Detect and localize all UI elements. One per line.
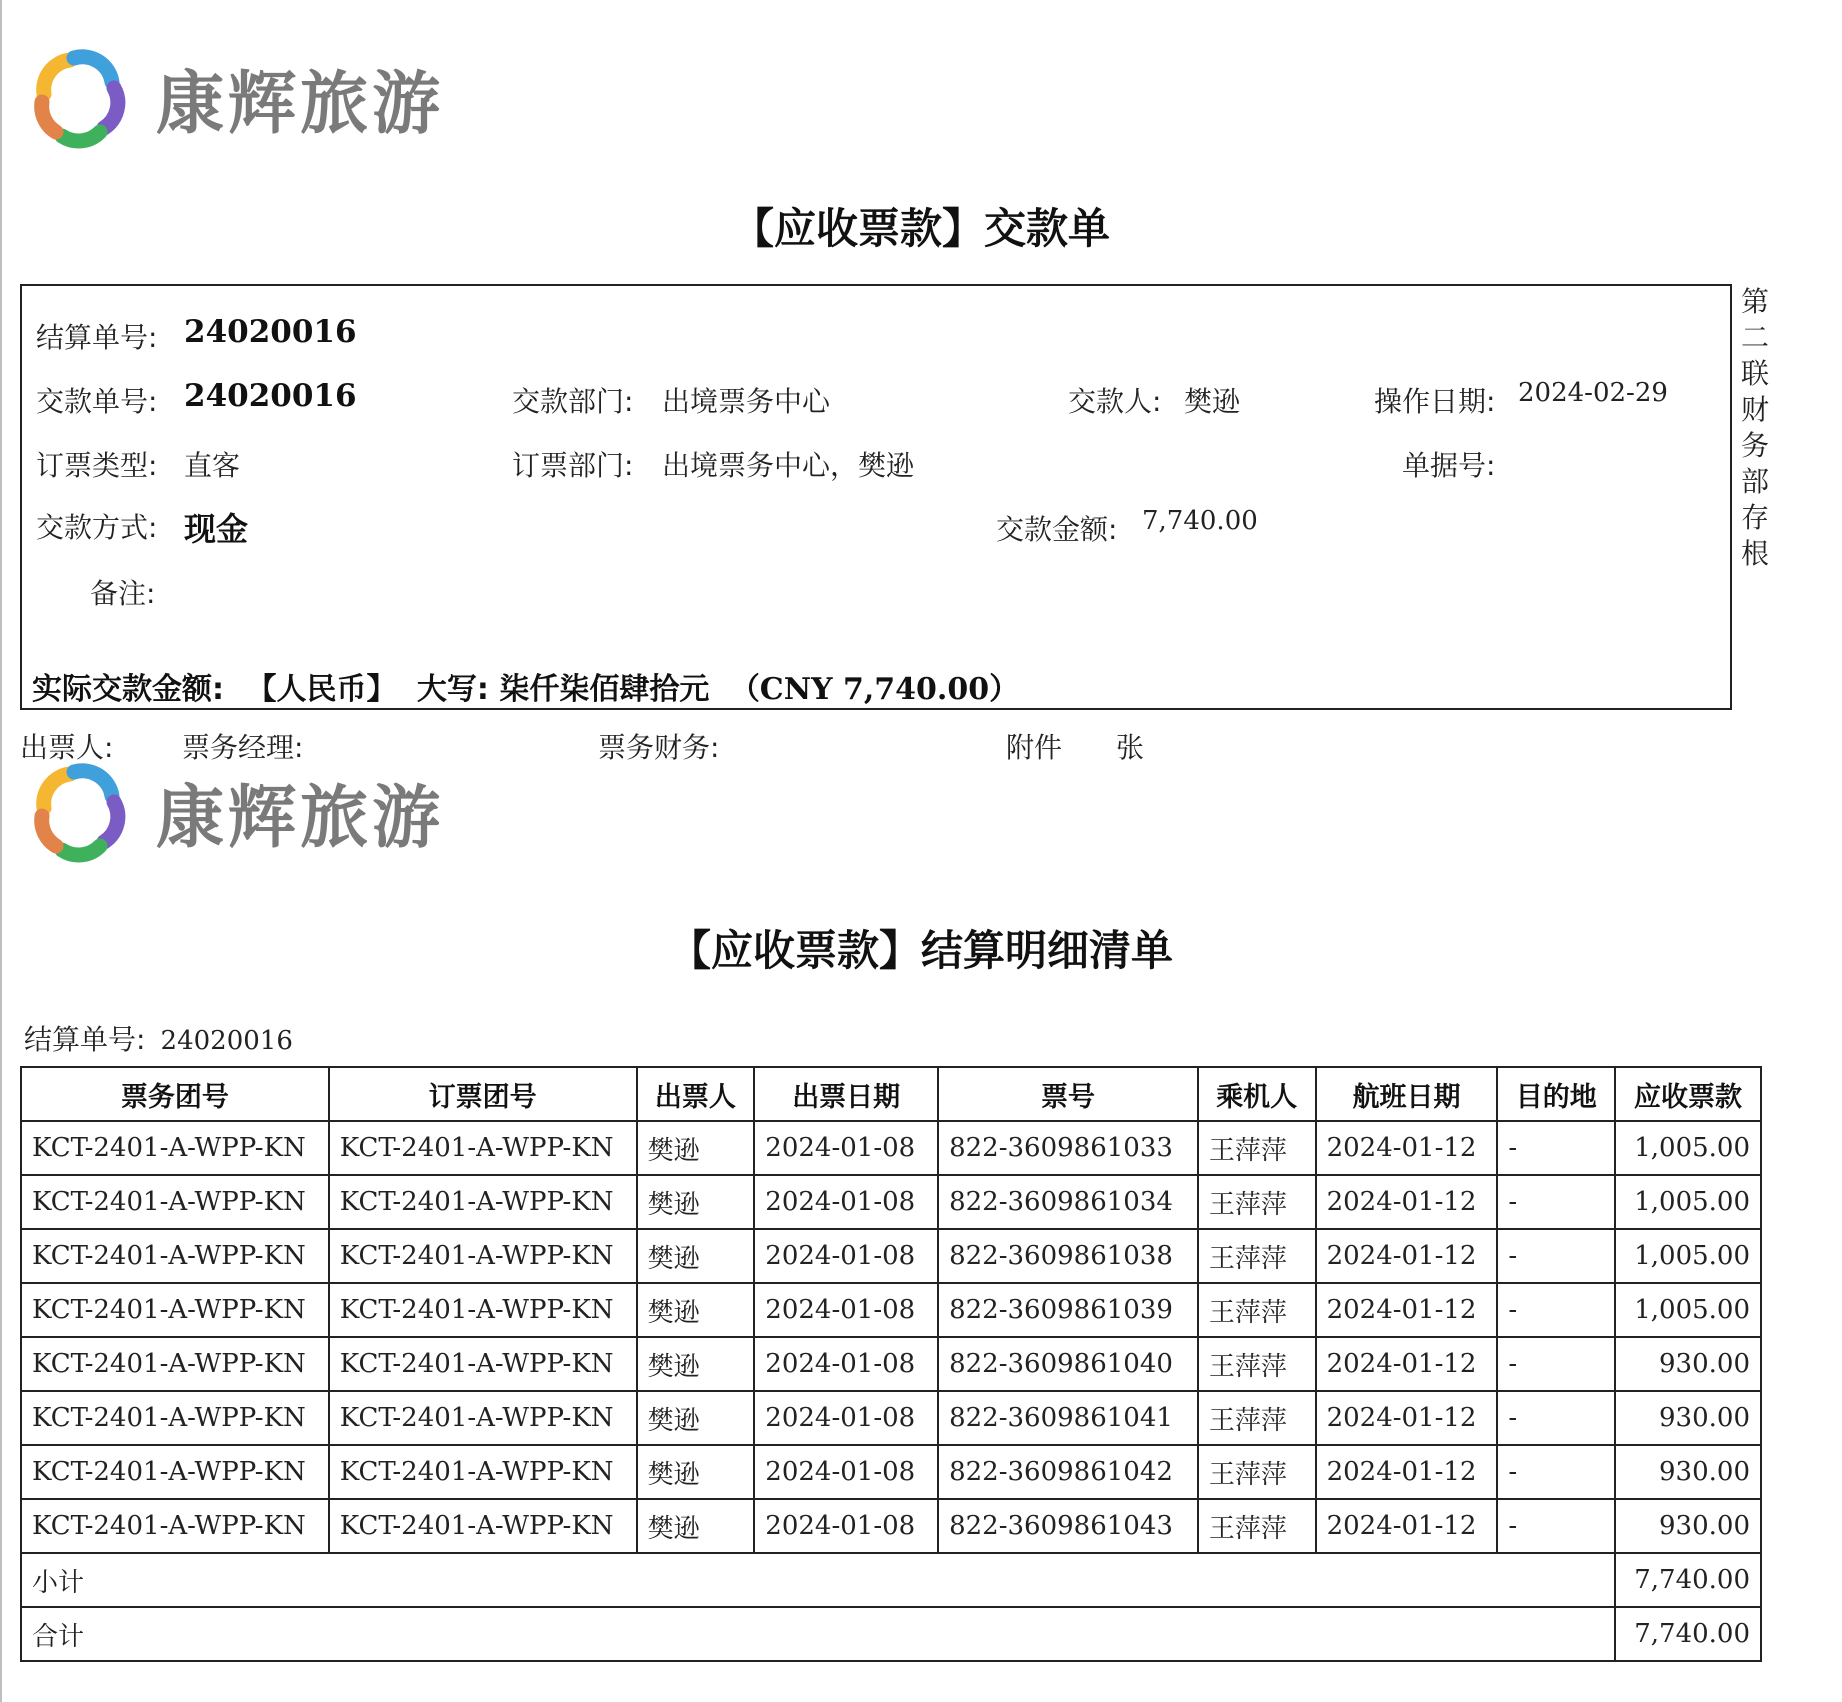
table-row — [21, 1121, 1761, 1175]
brand-logo — [22, 42, 444, 154]
cell-passenger: 王萍萍 — [1198, 1229, 1316, 1283]
receipt-box — [20, 284, 1732, 710]
cell-issue-date: 2024-01-08 — [754, 1175, 938, 1229]
cell-issue-date: 2024-01-08 — [754, 1499, 938, 1553]
payer-label: 交款人: — [1068, 385, 1162, 418]
cell-passenger: 王萍萍 — [1198, 1445, 1316, 1499]
cell-destination: - — [1497, 1229, 1615, 1283]
table-row — [21, 1445, 1761, 1499]
cell-issue-date: 2024-01-08 — [754, 1337, 938, 1391]
col-header-amount: 应收票款 — [1615, 1067, 1761, 1121]
cell-destination: - — [1497, 1337, 1615, 1391]
op-date-label: 操作日期: — [1374, 385, 1496, 418]
pay-method-label: 交款方式: — [36, 511, 158, 544]
cell-issuer: 樊逊 — [637, 1175, 755, 1229]
subtotal-value: 7,740.00 — [1615, 1553, 1761, 1607]
cell-flight-date: 2024-01-12 — [1316, 1445, 1498, 1499]
total-label: 合计 — [21, 1607, 1615, 1661]
cell-destination: - — [1497, 1283, 1615, 1337]
ticket-type-label: 订票类型: — [36, 449, 158, 482]
cell-issue-date: 2024-01-08 — [754, 1229, 938, 1283]
table-row — [21, 1229, 1761, 1283]
cell-ticket-group: KCT-2401-A-WPP-KN — [21, 1121, 329, 1175]
cell-ticket-group: KCT-2401-A-WPP-KN — [21, 1445, 329, 1499]
cell-flight-date: 2024-01-12 — [1316, 1337, 1498, 1391]
ticket-type-value: 直客 — [184, 449, 241, 482]
order-dept-label: 订票部门: — [512, 449, 634, 482]
cell-destination: - — [1497, 1175, 1615, 1229]
cell-amount: 930.00 — [1615, 1337, 1761, 1391]
cell-amount: 1,005.00 — [1615, 1175, 1761, 1229]
cell-order-group: KCT-2401-A-WPP-KN — [329, 1121, 637, 1175]
finance-signature: 票务财务: — [598, 731, 720, 764]
total-row — [21, 1607, 1761, 1661]
cell-passenger: 王萍萍 — [1198, 1283, 1316, 1337]
cell-ticket-group: KCT-2401-A-WPP-KN — [21, 1283, 329, 1337]
copy-note: 第二联财务部存根 — [1740, 285, 1769, 570]
cell-issuer: 樊逊 — [637, 1121, 755, 1175]
cell-order-group: KCT-2401-A-WPP-KN — [329, 1175, 637, 1229]
pay-dept-label: 交款部门: — [512, 385, 634, 418]
col-header-order-group: 订票团号 — [329, 1067, 637, 1121]
cell-issue-date: 2024-01-08 — [754, 1121, 938, 1175]
total-value: 7,740.00 — [1615, 1607, 1761, 1661]
actual-currency: 【人民币】 — [246, 672, 397, 707]
actual-amount-line — [32, 664, 1019, 708]
cell-ticket-group: KCT-2401-A-WPP-KN — [21, 1229, 329, 1283]
cell-issue-date: 2024-01-08 — [754, 1283, 938, 1337]
table-row — [21, 1391, 1761, 1445]
cell-ticket-group: KCT-2401-A-WPP-KN — [21, 1499, 329, 1553]
cell-amount: 930.00 — [1615, 1391, 1761, 1445]
cell-destination: - — [1497, 1121, 1615, 1175]
cell-order-group: KCT-2401-A-WPP-KN — [329, 1445, 637, 1499]
cell-ticket-no: 822-3609861033 — [938, 1121, 1198, 1175]
amount-value: 7,740.00 — [1142, 506, 1258, 536]
settle-no-label: 结算单号: — [36, 321, 158, 354]
cell-flight-date: 2024-01-12 — [1316, 1121, 1498, 1175]
cell-issuer: 樊逊 — [637, 1391, 755, 1445]
actual-words-label: 大写: — [416, 672, 489, 707]
settle-no-value: 24020016 — [184, 314, 357, 350]
cell-flight-date: 2024-01-12 — [1316, 1283, 1498, 1337]
col-header-issuer: 出票人 — [637, 1067, 755, 1121]
cell-issuer: 樊逊 — [637, 1337, 755, 1391]
col-header-ticket-no: 票号 — [938, 1067, 1198, 1121]
order-dept-value: 出境票务中心，樊逊 — [662, 449, 915, 482]
cell-ticket-no: 822-3609861039 — [938, 1283, 1198, 1337]
table-row — [21, 1499, 1761, 1553]
cell-passenger: 王萍萍 — [1198, 1391, 1316, 1445]
cell-order-group: KCT-2401-A-WPP-KN — [329, 1391, 637, 1445]
flower-logo-icon — [22, 756, 134, 868]
cell-amount: 930.00 — [1615, 1499, 1761, 1553]
brand-name: 康辉旅游 — [156, 64, 445, 144]
table-row — [21, 1283, 1761, 1337]
actual-words: 柒仟柒佰肆拾元 — [499, 672, 710, 707]
cell-flight-date: 2024-01-12 — [1316, 1175, 1498, 1229]
cell-ticket-group: KCT-2401-A-WPP-KN — [21, 1175, 329, 1229]
doc-no-label: 单据号: — [1402, 449, 1496, 482]
table-row — [21, 1337, 1761, 1391]
detail-settle-no-label: 结算单号: — [24, 1023, 146, 1056]
cell-amount: 1,005.00 — [1615, 1229, 1761, 1283]
cell-passenger: 王萍萍 — [1198, 1499, 1316, 1553]
cell-amount: 930.00 — [1615, 1445, 1761, 1499]
pay-method-value: 现金 — [184, 510, 249, 548]
op-date-value: 2024-02-29 — [1518, 378, 1668, 408]
pay-dept-value: 出境票务中心 — [662, 385, 831, 418]
cell-ticket-no: 822-3609861040 — [938, 1337, 1198, 1391]
col-header-passenger: 乘机人 — [1198, 1067, 1316, 1121]
cell-ticket-no: 822-3609861042 — [938, 1445, 1198, 1499]
cell-issuer: 樊逊 — [637, 1445, 755, 1499]
payer-value: 樊逊 — [1184, 385, 1241, 418]
cell-order-group: KCT-2401-A-WPP-KN — [329, 1283, 637, 1337]
pay-no-label: 交款单号: — [36, 385, 158, 418]
cell-destination: - — [1497, 1499, 1615, 1553]
sheets-label: 张 — [1116, 731, 1145, 764]
cell-issuer: 樊逊 — [637, 1283, 755, 1337]
pay-no-value: 24020016 — [184, 378, 357, 414]
cell-ticket-no: 822-3609861038 — [938, 1229, 1198, 1283]
table-header-row — [21, 1067, 1761, 1121]
cell-destination: - — [1497, 1445, 1615, 1499]
cell-issue-date: 2024-01-08 — [754, 1445, 938, 1499]
amount-label: 交款金额: — [996, 513, 1118, 546]
manager-signature: 票务经理: — [182, 731, 304, 764]
detail-settle-no — [24, 1018, 293, 1058]
cell-order-group: KCT-2401-A-WPP-KN — [329, 1229, 637, 1283]
cell-issuer: 樊逊 — [637, 1229, 755, 1283]
cell-amount: 1,005.00 — [1615, 1283, 1761, 1337]
actual-cny: （CNY 7,740.00） — [729, 672, 1020, 707]
col-header-issue-date: 出票日期 — [754, 1067, 938, 1121]
attachment-label: 附件 — [1006, 731, 1063, 764]
cell-passenger: 王萍萍 — [1198, 1337, 1316, 1391]
col-header-ticket-group: 票务团号 — [21, 1067, 329, 1121]
cell-passenger: 王萍萍 — [1198, 1175, 1316, 1229]
cell-flight-date: 2024-01-12 — [1316, 1499, 1498, 1553]
cell-ticket-no: 822-3609861041 — [938, 1391, 1198, 1445]
cell-ticket-no: 822-3609861043 — [938, 1499, 1198, 1553]
remark-label: 备注: — [90, 577, 156, 610]
col-header-destination: 目的地 — [1497, 1067, 1615, 1121]
cell-flight-date: 2024-01-12 — [1316, 1391, 1498, 1445]
cell-ticket-group: KCT-2401-A-WPP-KN — [21, 1391, 329, 1445]
detail-settle-no-value: 24020016 — [160, 1026, 293, 1056]
cell-flight-date: 2024-01-12 — [1316, 1229, 1498, 1283]
table-row — [21, 1175, 1761, 1229]
cell-passenger: 王萍萍 — [1198, 1121, 1316, 1175]
cell-issuer: 樊逊 — [637, 1499, 755, 1553]
subtotal-row — [21, 1553, 1761, 1607]
cell-ticket-no: 822-3609861034 — [938, 1175, 1198, 1229]
issuer-signature: 出票人: — [20, 731, 114, 764]
brand-name: 康辉旅游 — [156, 778, 445, 858]
actual-amount-label: 实际交款金额: — [32, 672, 224, 707]
cell-amount: 1,005.00 — [1615, 1121, 1761, 1175]
brand-logo-2 — [22, 756, 444, 868]
cell-issue-date: 2024-01-08 — [754, 1391, 938, 1445]
detail-title: 【应收票款】结算明细清单 — [668, 926, 1173, 975]
subtotal-label: 小计 — [21, 1553, 1615, 1607]
cell-destination: - — [1497, 1391, 1615, 1445]
settlement-detail-table — [20, 1066, 1762, 1662]
cell-order-group: KCT-2401-A-WPP-KN — [329, 1337, 637, 1391]
col-header-flight-date: 航班日期 — [1316, 1067, 1498, 1121]
receipt-title: 【应收票款】交款单 — [731, 204, 1110, 253]
flower-logo-icon — [22, 42, 134, 154]
cell-ticket-group: KCT-2401-A-WPP-KN — [21, 1337, 329, 1391]
cell-order-group: KCT-2401-A-WPP-KN — [329, 1499, 637, 1553]
